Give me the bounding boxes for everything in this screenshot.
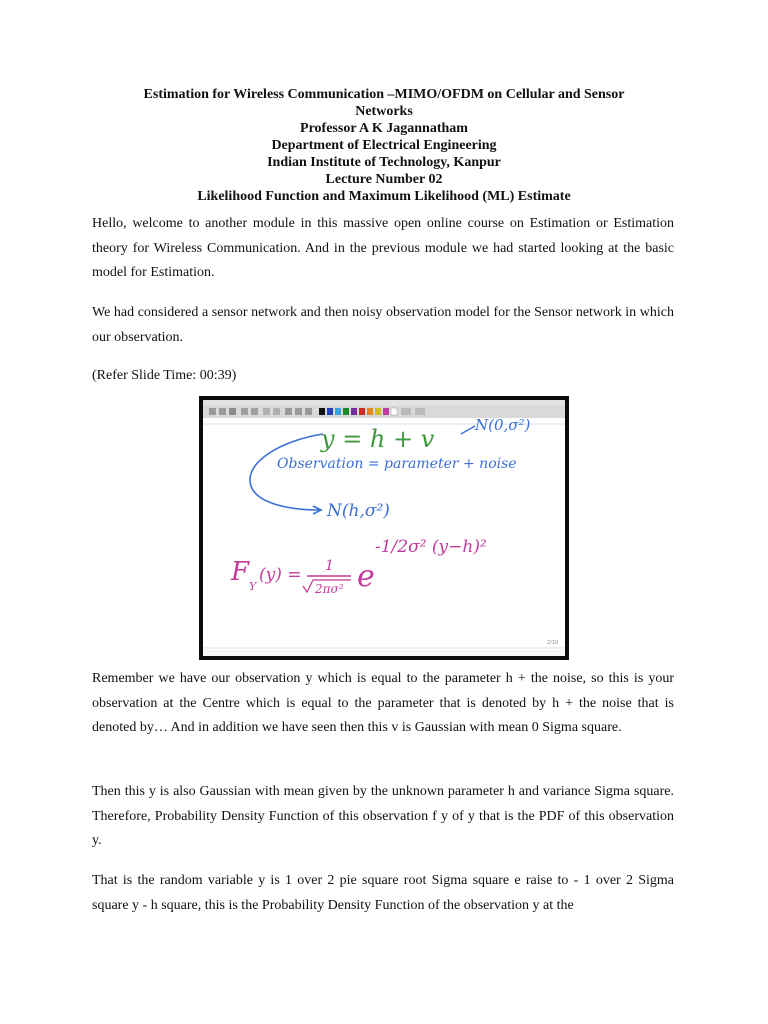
lecture-number: Lecture Number 02 [325,172,443,187]
paragraph-4: Then this y is also Gaussian with mean given by the unknown parameter h and variance Sigma square. Therefore, Probability Density Function of this observation f y of y that is the PDF of this observation y. [92,784,674,848]
department-name: Department of Electrical Engineering [271,138,497,153]
course-title-line1: Estimation for Wireless Communication –MIMO/OFDM on Cellular and Sensor [143,87,625,102]
slide-screenshot [199,396,569,660]
pdf-e: e [357,559,375,594]
menu-bar [203,400,565,406]
pdf-exponent: -1/2σ² (y−h)² [375,537,487,557]
lecture-topic: Likelihood Function and Maximum Likelihood (ML) Estimate [197,189,571,204]
course-title-line2: Networks [355,104,413,119]
refer-slide-time: (Refer Slide Time: 00:39) [92,368,237,383]
slide-y-distribution: N(h,σ²) [327,501,390,521]
slide-page-number: 2/10 [547,640,559,646]
pdf-lhs: F [231,557,250,587]
professor-name: Professor A K Jagannatham [300,121,468,136]
paragraph-3: Remember we have our observation y which is equal to the parameter h + the noise, so this is your observation at the Centre which is equal to the parameter that is denoted by h + the noise that is denoted by… And in addition we have seen then this v is Gaussian with mean 0 Sigma square. [92,671,674,735]
lecture-header [92,86,676,205]
pdf-argument: (y) = [259,565,302,585]
pdf-subscript: Y [249,580,257,593]
paragraph-1: Hello, welcome to another module in this massive open online course on Estimation or Estimation theory for Wireless Communication. And in the previous module we had started looking at the basic model for Estimation. [92,216,674,280]
institute-name: Indian Institute of Technology, Kanpur [267,155,501,170]
pdf-denominator: 2πσ² [315,582,344,596]
paragraph-2: We had considered a sensor network and then noisy observation model for the Sensor network in which our observation. [92,305,674,345]
paragraph-5: That is the random variable y is 1 over 2 pie square root Sigma square e raise to - 1 over 2 Sigma square y - h square, this is the Probability Density Function of the observation y at the [92,873,674,913]
slide-observation-label: Observation = parameter + noise [277,456,517,472]
slide-noise-distribution: N(0,σ²) [475,416,531,434]
slide-equation: y = h + v [321,425,435,453]
pdf-numerator: 1 [325,558,334,574]
